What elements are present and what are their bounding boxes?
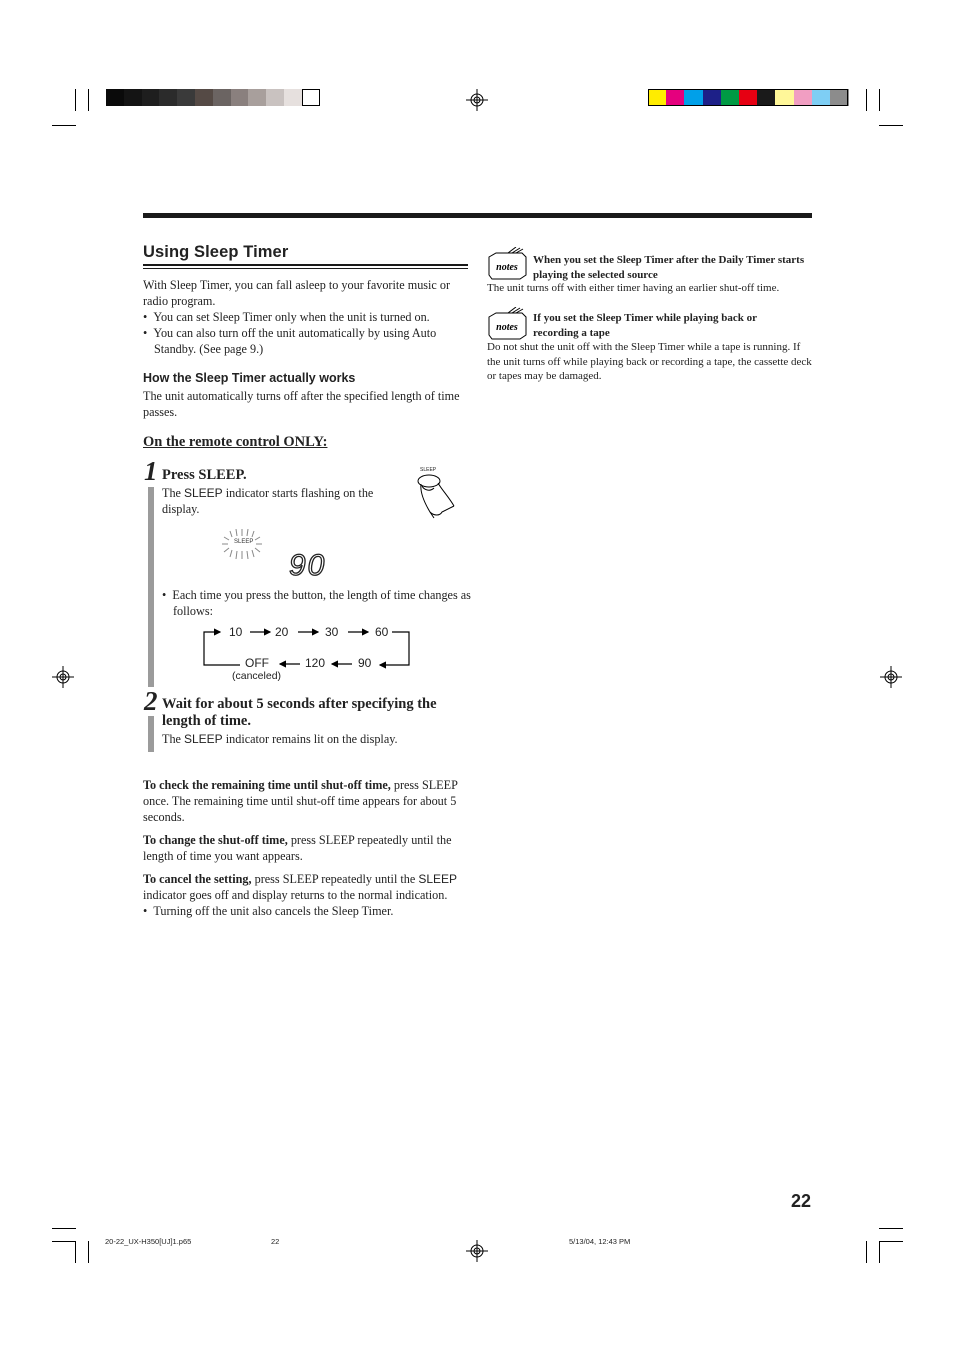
note-2-title: If you set the Sleep Timer while playing back or recording a tape	[533, 312, 757, 339]
sequence-value: 20	[275, 625, 289, 639]
step-1-description: The SLEEP indicator starts flashing on the display.	[162, 486, 374, 516]
calibration-swatch	[213, 89, 231, 106]
calibration-swatch	[248, 89, 266, 106]
notes-icon	[486, 307, 528, 341]
display-time-value: 90	[289, 549, 327, 582]
how-it-works-text: The unit automatically turns off after the specified length of time passes.	[143, 389, 460, 419]
intro-block	[143, 277, 468, 357]
step-1-title: Press SLEEP.	[162, 467, 247, 483]
sequence-value: OFF	[245, 656, 269, 670]
tip-change: To change the shut-off time, press SLEEP repeatedly until the length of time you want appears.	[143, 833, 452, 863]
note-2-text: Do not shut the unit off with the Sleep Timer while a tape is running. If the unit turns off while playing back or recording a tape, the cassette deck or tapes may be damaged.	[487, 341, 812, 382]
step-2-description: The SLEEP indicator remains lit on the display.	[162, 732, 398, 746]
step-1-bullet: • Each time you press the button, the length of time changes as follows:	[162, 588, 471, 618]
top-rule	[143, 213, 812, 218]
step-1-number: 1	[144, 456, 158, 486]
crosshair-icon	[466, 89, 488, 111]
tip-check: To check the remaining time until shut-off time, press SLEEP once. The remaining time until shut-off time appears for about 5 seconds.	[143, 778, 458, 824]
section-title: Using Sleep Timer	[143, 243, 289, 261]
intro-bullet: • You can set Sleep Timer only when the unit is turned on.	[143, 310, 430, 324]
footer-date: 5/13/04, 12:43 PM	[569, 1237, 631, 1246]
calibration-swatch	[142, 89, 160, 106]
intro-bullet: • You can also turn off the unit automatically by using Auto Standby. (See page 9.)	[143, 326, 437, 356]
remote-only-heading: On the remote control ONLY:	[143, 434, 328, 450]
sequence-value: 120	[305, 656, 326, 670]
finger-pressing-button-icon	[412, 472, 458, 522]
calibration-frame	[648, 89, 848, 106]
calibration-swatch	[124, 89, 142, 106]
notes-icon	[486, 247, 528, 281]
sequence-canceled-label: (canceled)	[232, 670, 282, 682]
sequence-value: 60	[375, 625, 389, 639]
crosshair-icon	[466, 1240, 488, 1262]
note-1-text: The unit turns off with either timer having an earlier shut-off time.	[487, 282, 780, 294]
how-it-works-heading: How the Sleep Timer actually works	[143, 371, 356, 385]
display-sleep-indicator: SLEEP	[234, 539, 254, 545]
section-title-rule	[143, 264, 468, 266]
step-1-bar	[148, 487, 154, 687]
sleep-button-label: SLEEP	[420, 467, 437, 473]
footer-page: 22	[271, 1237, 280, 1246]
crosshair-icon	[880, 666, 902, 688]
tips-block	[143, 777, 468, 919]
note-1-title: When you set the Sleep Timer after the Daily Timer starts playing the selected source	[533, 254, 805, 281]
notes-icon-label: notes	[496, 262, 518, 273]
tip-cancel-bullet: • Turning off the unit also cancels the Sleep Timer.	[143, 904, 394, 918]
step-2-title: Wait for about 5 seconds after specifying the length of time.	[162, 696, 437, 729]
page-number: 22	[791, 1191, 812, 1211]
calibration-swatch	[106, 89, 124, 106]
notes-icon-label: notes	[496, 322, 518, 333]
step-2-bar	[148, 716, 154, 752]
sequence-value: 90	[358, 656, 372, 670]
sequence-value: 30	[325, 625, 339, 639]
calibration-swatch	[231, 89, 249, 106]
footer-file: 20-22_UX-H350[UJ]1.p65	[105, 1237, 192, 1246]
section-title-rule-thin	[143, 268, 468, 269]
calibration-swatch	[266, 89, 284, 106]
calibration-swatch	[159, 89, 177, 106]
tip-cancel: To cancel the setting, press SLEEP repeatedly until the SLEEP indicator goes off and display returns to the normal indication.	[143, 872, 458, 902]
sequence-value: 10	[229, 625, 243, 639]
calibration-swatch	[284, 89, 302, 106]
calibration-swatch	[195, 89, 213, 106]
step-2-number: 2	[144, 686, 158, 716]
intro-text: With Sleep Timer, you can fall asleep to your favorite music or radio program.	[143, 278, 451, 308]
crosshair-icon	[52, 666, 74, 688]
calibration-swatch	[177, 89, 195, 106]
calibration-swatch	[302, 89, 320, 106]
